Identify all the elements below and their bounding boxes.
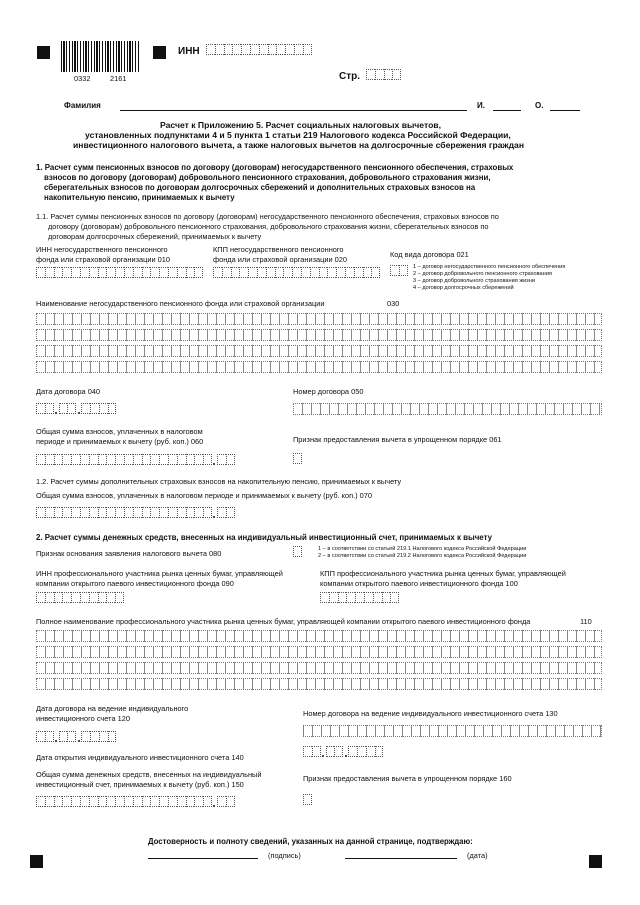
contract-code-option-4: 4 – договор долгосрочных сбережений (413, 285, 514, 291)
signature-label: (подпись) (268, 851, 301, 860)
kpp-pro-label-1: КПП профессионального участника рынка ценных бумаг, управляющей (320, 569, 566, 578)
inn-fund-label-1: ИНН негосударственного пенсионного (36, 245, 168, 254)
kpp-fund-label-2: фонда или страховой организации 020 (213, 255, 347, 264)
fullname-row-4[interactable] (36, 678, 602, 690)
inn-pro-label-1: ИНН профессионального участника рынка ценных бумаг, управляющей (36, 569, 283, 578)
simplified-input[interactable] (293, 453, 302, 464)
iis-open-date-input[interactable] (303, 746, 383, 757)
basis-label: Признак основания заявления налогового вычета 080 (36, 549, 222, 558)
name-field[interactable] (493, 110, 521, 111)
patronymic-field[interactable] (550, 110, 580, 111)
contract-number-label: Номер договора 050 (293, 387, 364, 396)
kpp-fund-input[interactable] (213, 267, 380, 278)
title-line-1: Расчет к Приложению 5. Расчет социальных налоговых вычетов, (160, 120, 441, 130)
iis-number-input[interactable] (303, 725, 602, 737)
contract-code-option-2: 2 – договор добровольного пенсионного страхования (413, 271, 552, 277)
surname-label: Фамилия (64, 101, 101, 110)
fullname-code: 110 (580, 617, 592, 626)
fund-name-row-4[interactable] (36, 361, 602, 373)
section1-heading-2: взносов по договору (договорам) добровольного пенсионного страхования, добровольного страхования жизни, (44, 173, 491, 182)
title-line-3: инвестиционного налогового вычета, а также налоговых вычетов на долгосрочные сбережения граждан (73, 140, 525, 150)
iis-open-date-label: Дата открытия индивидуального инвестиционного счета 140 (36, 753, 244, 762)
kpp-fund-label-1: КПП негосударственного пенсионного (213, 245, 344, 254)
inn-fund-input[interactable] (36, 267, 203, 278)
surname-field[interactable] (120, 110, 467, 111)
sub11-line-1: 1.1. Расчет суммы пенсионных взносов по договору (договорам) негосударственного пенсионного обеспечения, страховых взносов по (36, 212, 499, 221)
iis-date-label-1: Дата договора на ведение индивидуального (36, 704, 189, 713)
kpp-pro-input[interactable] (320, 592, 399, 603)
total-label-2: периоде и принимаемых к вычету (руб. коп.) 060 (36, 437, 204, 446)
contract-code-input[interactable] (390, 265, 408, 276)
fund-name-row-1[interactable] (36, 313, 602, 325)
date-field[interactable] (345, 858, 457, 859)
sub12-total-label: Общая сумма взносов, уплаченных в налоговом периоде и принимаемых к вычету (руб. коп.) 070 (36, 491, 372, 500)
inn-input[interactable] (206, 44, 312, 55)
iis-date-input[interactable] (36, 731, 116, 742)
contract-date-input[interactable] (36, 403, 116, 414)
iis-total-input[interactable] (36, 796, 235, 807)
barcode-number-right: 2161 (110, 74, 127, 83)
page-label: Стр. (339, 71, 361, 82)
barcode-number-left: 0332 (74, 74, 91, 83)
sub12-total-input[interactable] (36, 507, 235, 518)
inn-label: ИНН (178, 46, 200, 57)
corner-marker-bottom-left (30, 855, 43, 868)
section1-heading-1: 1. Расчет сумм пенсионных взносов по договору (договорам) негосударственного пенсионного обеспечения, страховых (36, 163, 514, 172)
inn-pro-input[interactable] (36, 592, 124, 603)
iis-total-label-2: инвестиционный счет, принимаемых к вычету (руб. коп.) 150 (36, 780, 244, 789)
contract-number-input[interactable] (293, 403, 602, 415)
name-label: И. (477, 101, 485, 110)
sub12-heading: 1.2. Расчет суммы дополнительных страховых взносов на накопительную пенсию, принимаемых к вычету (36, 477, 402, 486)
fullname-label: Полное наименование профессионального участника рынка ценных бумаг, управляющей компании открытого паевого инвестиционного фонда (36, 617, 531, 626)
page-input[interactable] (366, 69, 401, 80)
patronymic-label: О. (535, 101, 544, 110)
sub11-line-3: договорам долгосрочных сбережений, принимаемых к вычету (48, 232, 262, 241)
fund-name-label: Наименование негосударственного пенсионного фонда или страховой организации (36, 299, 325, 308)
barcode (61, 41, 139, 72)
kpp-pro-label-2: компании открытого паевого инвестиционного фонда 100 (320, 579, 518, 588)
fund-name-code: 030 (387, 299, 400, 308)
contract-date-label: Дата договора 040 (36, 387, 101, 396)
fund-name-row-3[interactable] (36, 345, 602, 357)
fund-name-row-2[interactable] (36, 329, 602, 341)
section1-heading-4: накопительную пенсию, принимаемых к вычету (44, 193, 235, 202)
sub11-line-2: договору (договорам) добровольного пенсионного страхования, добровольного страхования жизни, сберегательных взносов по (48, 222, 489, 231)
inn-pro-label-2: компании открытого паевого инвестиционного фонда 090 (36, 579, 234, 588)
fullname-row-2[interactable] (36, 646, 602, 658)
basis-input[interactable] (293, 546, 302, 557)
date-label: (дата) (467, 851, 488, 860)
fullname-row-1[interactable] (36, 630, 602, 642)
basis-option-1: 1 – в соответствии со статьей 219.1 Налогового кодекса Российской Федерации (318, 546, 527, 552)
iis-total-label-1: Общая сумма денежных средств, внесенных на индивидуальный (36, 770, 262, 779)
inn-fund-label-2: фонда или страховой организации 010 (36, 255, 170, 264)
total-input[interactable] (36, 454, 235, 465)
contract-code-option-1: 1 – договор негосударственного пенсионного обеспечения (413, 264, 566, 270)
corner-marker-top-left (37, 46, 50, 59)
iis-date-label-2: инвестиционного счета 120 (36, 714, 130, 723)
contract-code-option-3: 3 – договор добровольного страхования жизни (413, 278, 535, 284)
section2-heading: 2. Расчет суммы денежных средств, внесенных на индивидуальный инвестиционный счет, принимаемых к вычету (36, 533, 493, 542)
signature-field[interactable] (148, 858, 258, 859)
title-line-2: установленных подпунктами 4 и 5 пункта 1 статьи 219 Налогового кодекса Российской Федерации, (85, 130, 511, 140)
iis-simplified-input[interactable] (303, 794, 312, 805)
section1-heading-3: сберегательных взносов по договорам долгосрочных сбережений и дополнительных страховых взносов на (44, 183, 476, 192)
simplified-label: Признак предоставления вычета в упрощенном порядке 061 (293, 435, 502, 444)
total-label-1: Общая сумма взносов, уплаченных в налоговом (36, 427, 203, 436)
contract-code-label: Код вида договора 021 (390, 250, 469, 259)
fullname-row-3[interactable] (36, 662, 602, 674)
basis-option-2: 2 – в соответствии со статьей 219.2 Налогового кодекса Российской Федерации (318, 553, 527, 559)
corner-marker-bottom-right (589, 855, 602, 868)
confirm-text: Достоверность и полноту сведений, указанных на данной странице, подтверждаю: (148, 837, 473, 846)
corner-marker-top-mid (153, 46, 166, 59)
iis-simplified-label: Признак предоставления вычета в упрощенном порядке 160 (303, 774, 512, 783)
iis-number-label: Номер договора на ведение индивидуального инвестиционного счета 130 (303, 709, 558, 718)
